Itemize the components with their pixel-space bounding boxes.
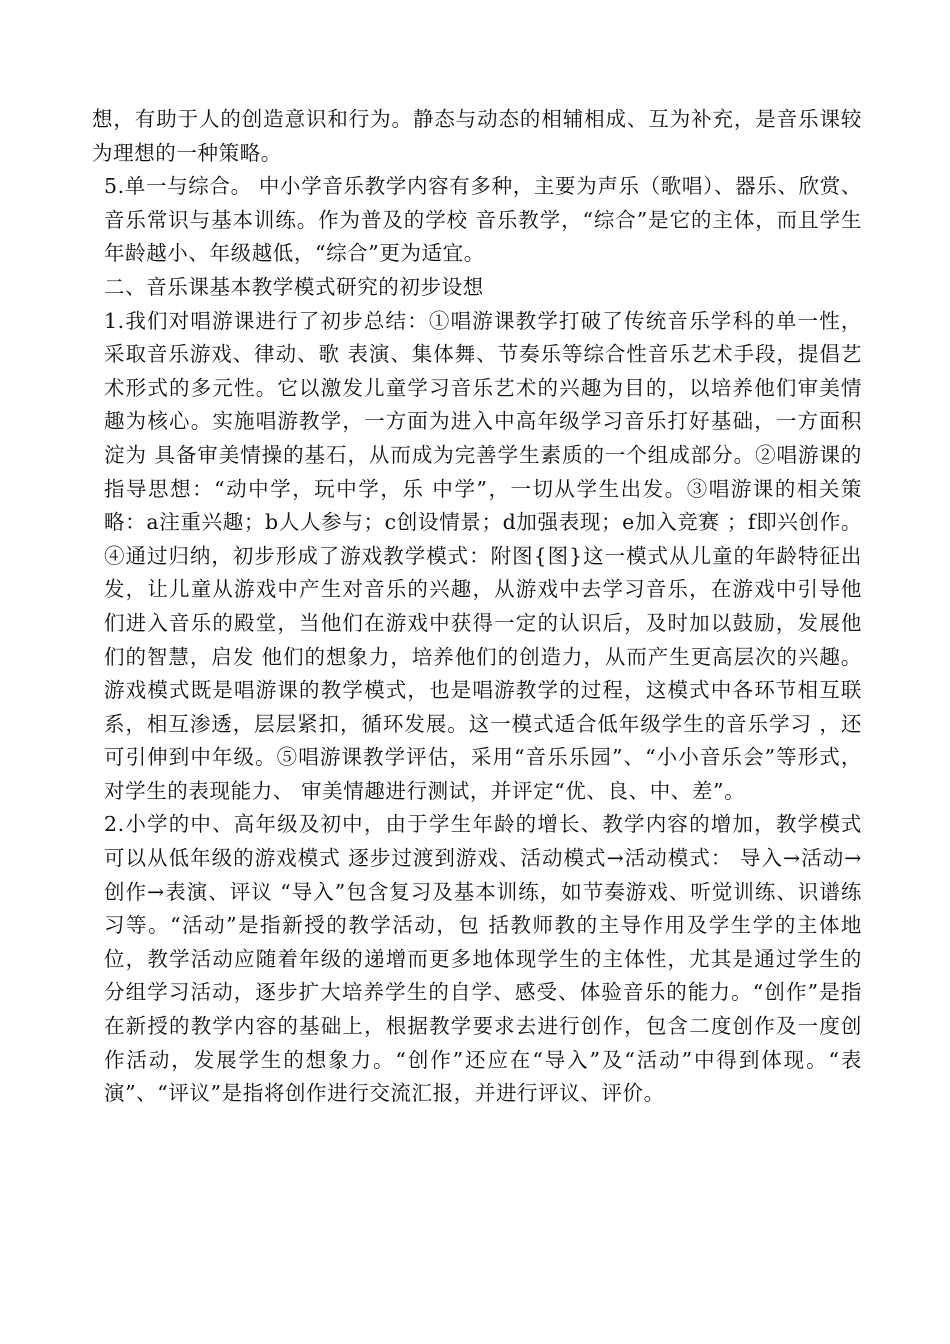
- paragraph-upper-grade-model: 2.小学的中、高年级及初中，由于学生年龄的增长、教学内容的增加，教学模式可以从低年级的游戏模式 逐步过渡到游戏、活动模式→活动模式： 导入→活动→创作→表演、评议 “导入”包含复习及基本训练，如节奏游戏、听觉训练、识谱练习等。“活动”是指新授的教学活动，包 括教师教的主导作用及学生学的主体地位，教学活动应随着年级的递增而更多地体现学生的主体性，尤其是通过学生的分组学习活动，逐步扩大培养学生的自学、感受、体验音乐的能力。“创作”是指在新授的教学内容的基础上，根据教学要求去进行创作，包含二度创作及一度创作活动，发展学生的想象力。“创作”还应在“导入”及“活动”中得到体现。“表演”、“评议”是指将创作进行交流汇报，并进行评议、评价。: [104, 812, 862, 1106]
- document-page: [92, 103, 862, 1111]
- paragraph-continuation: 想，有助于人的创造意识和行为。静态与动态的相辅相成、互为补充，是音乐课较为理想的一种策略。: [92, 107, 862, 165]
- paragraph-singing-game-summary: 1.我们对唱游课进行了初步总结：①唱游课教学打破了传统音乐学科的单一性，采取音乐游戏、律动、歌 表演、集体舞、节奏乐等综合性音乐艺术手段，提倡艺术形式的多元性。它以激发儿童学习音乐艺术的兴趣为目的，以培养他们审美情趣为核心。实施唱游教学，一方面为进入中高年级学习音乐打好基础，一方面积淀为 具备审美情操的基石，从而成为完善学生素质的一个组成部分。②唱游课的指导思想：“动中学，玩中学，乐 中学”，一切从学生出发。③唱游课的相关策略：a注重兴趣；b人人参与；c创设情景；d加强表现；e加入竞赛 ；f即兴创作。④通过归纳，初步形成了游戏教学模式：附图{图}这一模式从儿童的年龄特征出发，让儿童从游戏中产生对音乐的兴趣，从游戏中去学习音乐，在游戏中引导他们进入音乐的殿堂，当他们在游戏中获得一定的认识后，及时加以鼓励，发展他们的智慧，启发 他们的想象力，培养他们的创造力，从而产生更高层次的兴趣。游戏模式既是唱游课的教学模式，也是唱游教学的过程，这模式中各环节相互联系，相互渗透，层层紧扣，循环发展。这一模式适合低年级学生的音乐学习 ，还可引伸到中年级。⑤唱游课教学评估，采用“音乐乐园”、“小小音乐会”等形式，对学生的表现能力、 审美情趣进行测试，并评定“优、良、中、差”。: [104, 308, 862, 803]
- paragraph-single-and-comprehensive: 5.单一与综合。 中小学音乐教学内容有多种，主要为声乐（歌唱）、器乐、欣赏、音乐常识与基本训练。作为普及的学校 音乐教学，“综合”是它的主体，而且学生年龄越小、年级越低，“综合”更为适宜。: [104, 174, 862, 266]
- section-heading: 二、音乐课基本教学模式研究的初步设想: [104, 274, 484, 299]
